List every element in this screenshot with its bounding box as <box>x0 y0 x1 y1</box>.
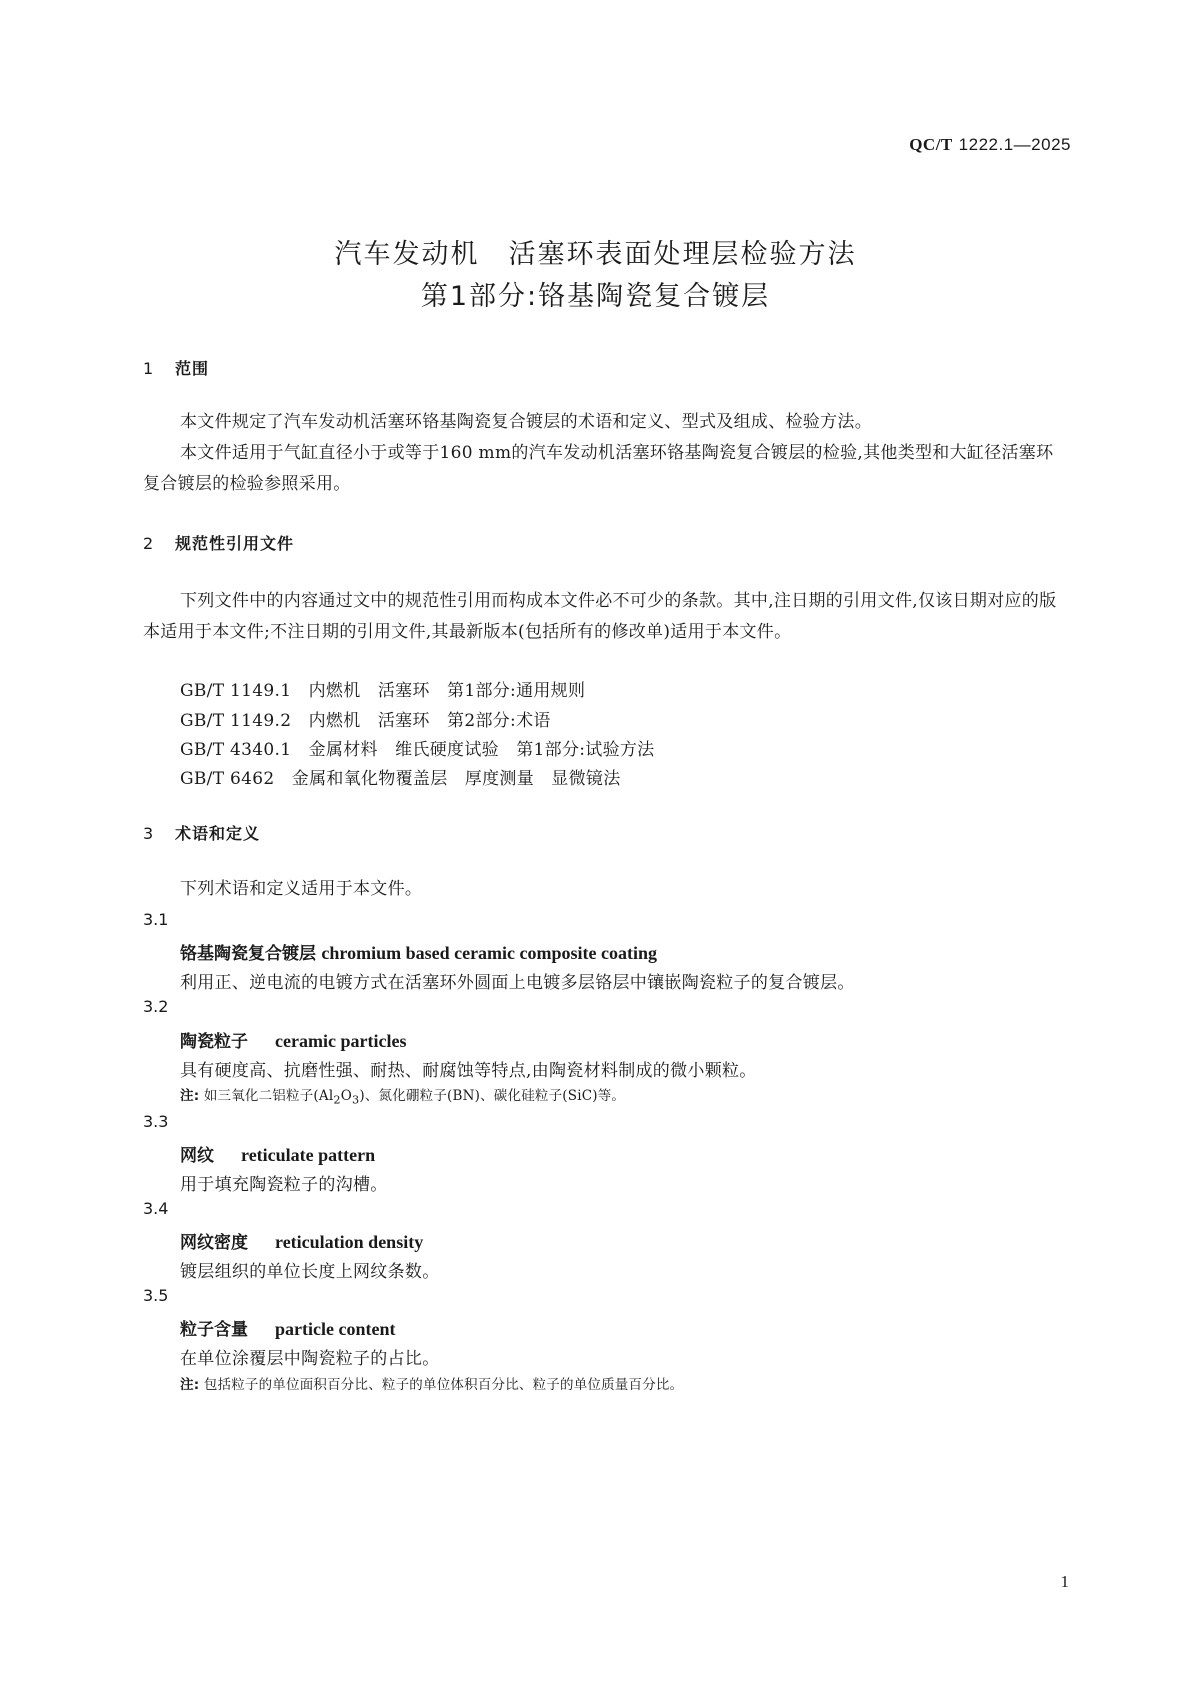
term-english: reticulate pattern <box>241 1145 376 1165</box>
section-number: 3 <box>143 824 155 843</box>
references-intro-paragraph: 下列文件中的内容通过文中的规范性引用而构成本文件必不可少的条款。其中,注日期的引用文件,仅该日期对应的版本适用于本文件;不注日期的引用文件,其最新版本(包括所有的修改单)适用于本文件。 <box>143 591 1057 642</box>
reference-item: GB/T 1149.1 内燃机 活塞环 第1部分:通用规则 <box>180 681 586 701</box>
reference-item: GB/T 6462 金属和氧化物覆盖层 厚度测量 显微镜法 <box>180 769 621 789</box>
term-definition: 镀层组织的单位长度上网纹条数。 <box>180 1262 440 1282</box>
note-text-mid: O <box>340 1088 352 1104</box>
note-label: 注: <box>180 1088 200 1104</box>
note-subscript: 2 <box>333 1093 341 1107</box>
term-definition: 利用正、逆电流的电镀方式在活塞环外圆面上电镀多层铬层中镶嵌陶瓷粒子的复合镀层。 <box>180 973 855 993</box>
section-heading-scope <box>143 356 209 379</box>
term-heading <box>180 1141 375 1166</box>
reference-item: GB/T 1149.2 内燃机 活塞环 第2部分:术语 <box>180 711 551 731</box>
term-chinese: 陶瓷粒子 <box>180 1032 248 1052</box>
term-heading <box>180 1228 423 1253</box>
term-chinese: 粒子含量 <box>180 1320 248 1340</box>
scope-paragraph-1: 本文件规定了汽车发动机活塞环铬基陶瓷复合镀层的术语和定义、型式及组成、检验方法。 <box>180 412 872 432</box>
term-chinese: 铬基陶瓷复合镀层 <box>180 944 316 964</box>
term-heading <box>180 939 657 964</box>
term-english: particle content <box>275 1319 396 1339</box>
standard-code <box>909 135 1071 155</box>
document-title-line2: 第1部分:铬基陶瓷复合镀层 <box>420 281 771 312</box>
term-definition: 用于填充陶瓷粒子的沟槽。 <box>180 1175 388 1195</box>
page-number: 1 <box>1060 1572 1069 1591</box>
note-text-post: )、氮化硼粒子(BN)、碳化硅粒子(SiC)等。 <box>359 1088 626 1104</box>
term-heading <box>180 1315 396 1340</box>
term-heading <box>180 1027 406 1052</box>
term-chinese: 网纹密度 <box>180 1233 248 1253</box>
term-definition: 具有硬度高、抗磨性强、耐热、耐腐蚀等特点,由陶瓷材料制成的微小颗粒。 <box>180 1061 757 1081</box>
term-number: 3.2 <box>143 997 169 1016</box>
terms-intro: 下列术语和定义适用于本文件。 <box>180 879 423 899</box>
standard-number: 1222.1—2025 <box>958 135 1071 154</box>
section-number: 1 <box>143 359 155 378</box>
term-english: ceramic particles <box>275 1031 407 1051</box>
note-text-pre: 如三氧化二铝粒子(Al <box>203 1088 334 1104</box>
term-number: 3.3 <box>143 1112 169 1131</box>
section-heading-normative-references <box>143 531 294 554</box>
note-subscript: 3 <box>352 1093 360 1107</box>
document-title-line1: 汽车发动机 活塞环表面处理层检验方法 <box>334 239 857 270</box>
term-english: chromium based ceramic composite coating <box>321 943 658 963</box>
term-english: reticulation density <box>275 1232 424 1252</box>
section-title: 范围 <box>175 359 210 378</box>
section-title: 规范性引用文件 <box>175 534 295 553</box>
note-text: 包括粒子的单位面积百分比、粒子的单位体积百分比、粒子的单位质量百分比。 <box>203 1377 684 1393</box>
scope-paragraph-2: 本文件适用于气缸直径小于或等于160 mm的汽车发动机活塞环铬基陶瓷复合镀层的检验,其他类型和大缸径活塞环复合镀层的检验参照采用。 <box>143 443 1054 494</box>
standard-prefix: QC/T <box>909 135 953 154</box>
term-definition: 在单位涂覆层中陶瓷粒子的占比。 <box>180 1349 440 1369</box>
term-note <box>180 1084 625 1107</box>
term-note <box>180 1373 683 1393</box>
section-title: 术语和定义 <box>175 824 261 843</box>
note-label: 注: <box>180 1377 200 1393</box>
section-heading-terms-definitions <box>143 821 260 844</box>
section-number: 2 <box>143 534 155 553</box>
term-chinese: 网纹 <box>180 1146 214 1166</box>
term-number: 3.5 <box>143 1286 169 1305</box>
term-number: 3.1 <box>143 910 169 929</box>
term-number: 3.4 <box>143 1199 169 1218</box>
reference-item: GB/T 4340.1 金属材料 维氏硬度试验 第1部分:试验方法 <box>180 740 655 760</box>
